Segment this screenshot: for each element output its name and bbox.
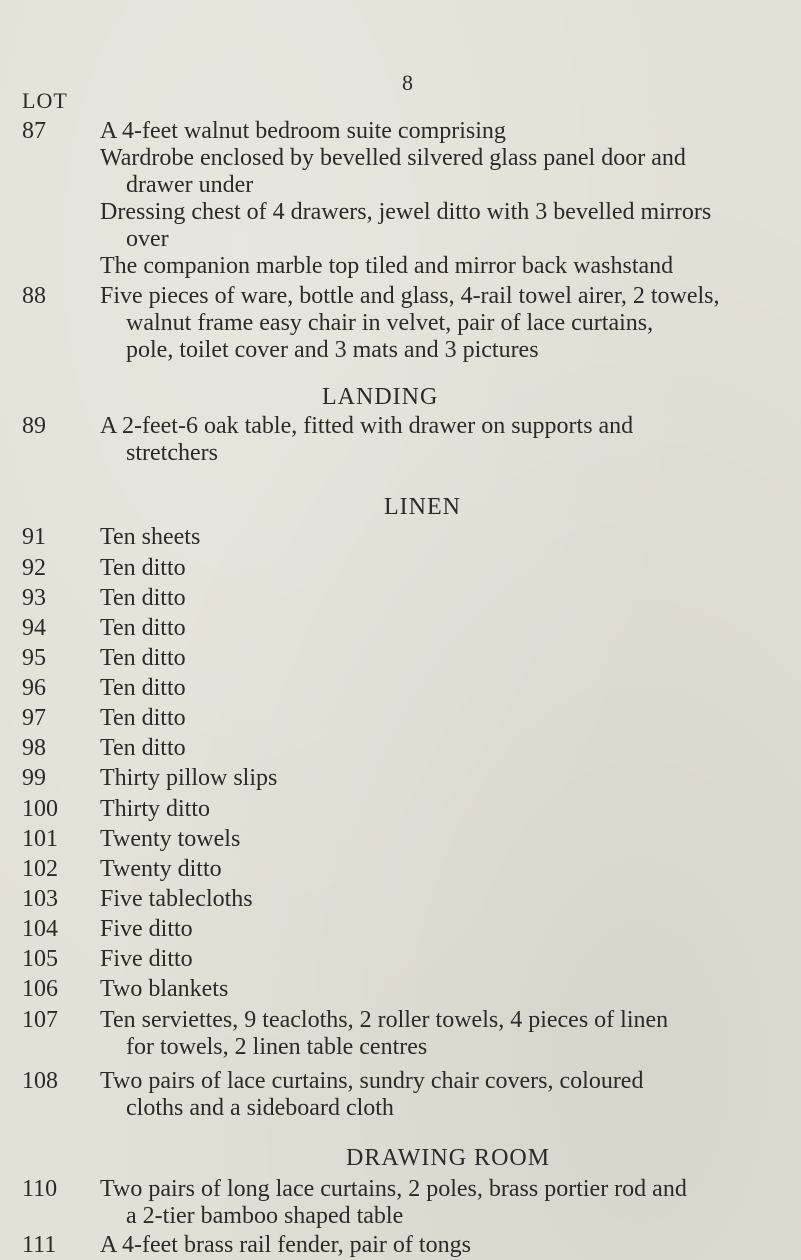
description-line: for towels, 2 linen table centres: [126, 1034, 428, 1060]
description-line: The companion marble top tiled and mirror back washstand: [100, 253, 674, 279]
lot-number: 88: [22, 283, 46, 309]
lot-description: [100, 1176, 790, 1230]
lot-number: 94: [22, 615, 46, 641]
description-line: Wardrobe enclosed by bevelled silvered glass panel door and: [100, 145, 686, 171]
lot-description: Five ditto: [100, 916, 193, 942]
lot-description: Ten ditto: [100, 555, 186, 581]
section-heading-landing: LANDING: [322, 384, 439, 410]
lot-number: 102: [22, 856, 58, 882]
lot-description: Five ditto: [100, 946, 193, 972]
lot-description: A 4-feet brass rail fender, pair of tongs: [100, 1232, 471, 1258]
page-number: 8: [402, 70, 413, 95]
lot-description: Two blankets: [100, 976, 229, 1002]
lot-description: [100, 413, 790, 467]
lot-description: Twenty ditto: [100, 856, 222, 882]
lot-description: [100, 283, 790, 364]
lot-description: Ten ditto: [100, 645, 186, 671]
lot-description: Ten ditto: [100, 585, 186, 611]
description-line: a 2-tier bamboo shaped table: [126, 1203, 404, 1229]
lot-number: 106: [22, 976, 58, 1002]
description-line: cloths and a sideboard cloth: [126, 1095, 394, 1121]
lot-number: 105: [22, 946, 58, 972]
description-line: drawer under: [126, 172, 254, 198]
description-line: Dressing chest of 4 drawers, jewel ditto with 3 bevelled mirrors: [100, 199, 712, 225]
description-line: walnut frame easy chair in velvet, pair of lace curtains,: [126, 310, 654, 336]
lot-description: Ten sheets: [100, 524, 201, 550]
lot-description: [100, 1007, 790, 1061]
description-line: pole, toilet cover and 3 mats and 3 pictures: [126, 337, 539, 363]
lot-description: Five tablecloths: [100, 886, 253, 912]
description-line: over: [126, 226, 169, 252]
lot-number: 108: [22, 1068, 58, 1094]
description-line: stretchers: [126, 440, 218, 466]
lot-description: [100, 1068, 790, 1122]
lot-description: Ten ditto: [100, 675, 186, 701]
description-line: A 2-feet-6 oak table, fitted with drawer on supports and: [100, 413, 634, 439]
lot-number: 93: [22, 585, 46, 611]
lot-description: Thirty ditto: [100, 796, 210, 822]
lot-number: 101: [22, 826, 58, 852]
lot-number: 100: [22, 796, 58, 822]
lot-number: 87: [22, 118, 46, 144]
lot-number: 92: [22, 555, 46, 581]
lot-number: 111: [22, 1232, 57, 1258]
description-line: Five pieces of ware, bottle and glass, 4-rail towel airer, 2 towels,: [100, 283, 720, 309]
lot-description: [100, 118, 790, 280]
lot-description: Ten ditto: [100, 615, 186, 641]
lot-number: 97: [22, 705, 46, 731]
lot-number: 98: [22, 735, 46, 761]
lot-number: 89: [22, 413, 46, 439]
lot-number: 96: [22, 675, 46, 701]
lot-number: 91: [22, 524, 46, 550]
description-line: A 4-feet walnut bedroom suite comprising: [100, 118, 506, 144]
lot-number: 99: [22, 765, 46, 791]
lot-column-header: LOT: [22, 88, 68, 113]
description-line: Ten serviettes, 9 teacloths, 2 roller towels, 4 pieces of linen: [100, 1007, 669, 1033]
lot-number: 95: [22, 645, 46, 671]
section-heading-drawing-room: DRAWING ROOM: [346, 1145, 551, 1171]
lot-number: 103: [22, 886, 58, 912]
description-line: Two pairs of long lace curtains, 2 poles, brass portier rod and: [100, 1176, 687, 1202]
section-heading-linen: LINEN: [384, 494, 461, 520]
description-line: Two pairs of lace curtains, sundry chair covers, coloured: [100, 1068, 644, 1094]
lot-description: Twenty towels: [100, 826, 241, 852]
lot-description: Ten ditto: [100, 705, 186, 731]
lot-number: 107: [22, 1007, 58, 1033]
lot-description: Thirty pillow slips: [100, 765, 278, 791]
lot-number: 110: [22, 1176, 58, 1202]
lot-description: Ten ditto: [100, 735, 186, 761]
lot-number: 104: [22, 916, 58, 942]
